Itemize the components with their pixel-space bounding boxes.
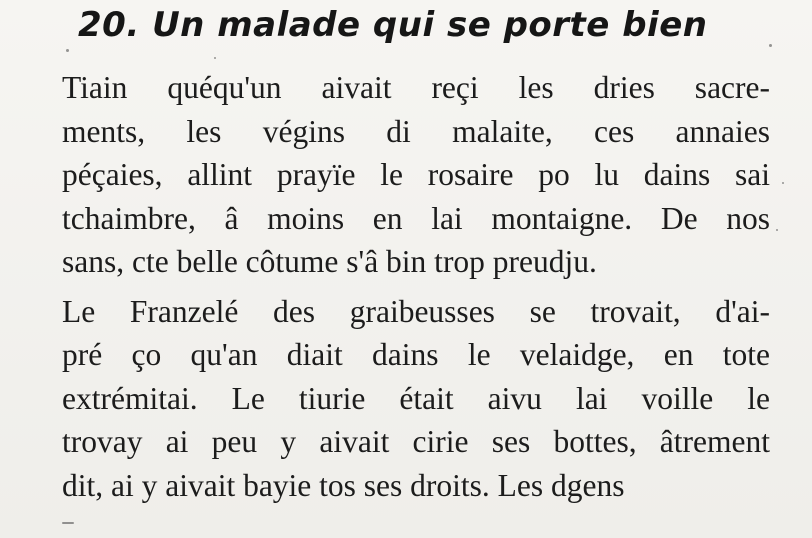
text-line: trovay ai peu y aivait cirie ses bottes, âtrement xyxy=(62,424,770,459)
text-line: ments, les végins di malaite, ces annaies xyxy=(62,113,770,149)
text-line: Tiain quéqu'un aivait reçi les dries sacre- xyxy=(62,70,770,105)
section-heading: 20. Un malade qui se porte bien xyxy=(78,5,708,45)
text-line: péçaies, allint prayïe le rosaire po lu dains sai xyxy=(62,157,770,192)
scan-speck xyxy=(782,182,784,184)
scan-speck xyxy=(62,522,74,524)
scan-speck xyxy=(66,49,69,52)
text-line: tchaimbre, â moins en lai montaigne. De nos xyxy=(62,200,770,236)
scan-speck xyxy=(776,229,778,231)
paragraph-1 xyxy=(62,66,770,284)
scan-speck xyxy=(769,44,772,47)
text-line: extrémitai. Le tiurie était aivu lai voille le xyxy=(62,380,770,416)
body-text xyxy=(62,66,770,507)
text-line: pré ço qu'an diait dains le velaidge, en tote xyxy=(62,337,770,372)
text-line: dit, ai y aivait bayie tos ses droits. Les dgens xyxy=(62,467,625,503)
text-line: Le Franzelé des graibeusses se trovait, d'ai- xyxy=(62,293,770,329)
scan-speck xyxy=(214,57,216,59)
text-line: sans, cte belle côtume s'â bin trop preudju. xyxy=(62,244,597,279)
paragraph-2 xyxy=(62,290,770,508)
